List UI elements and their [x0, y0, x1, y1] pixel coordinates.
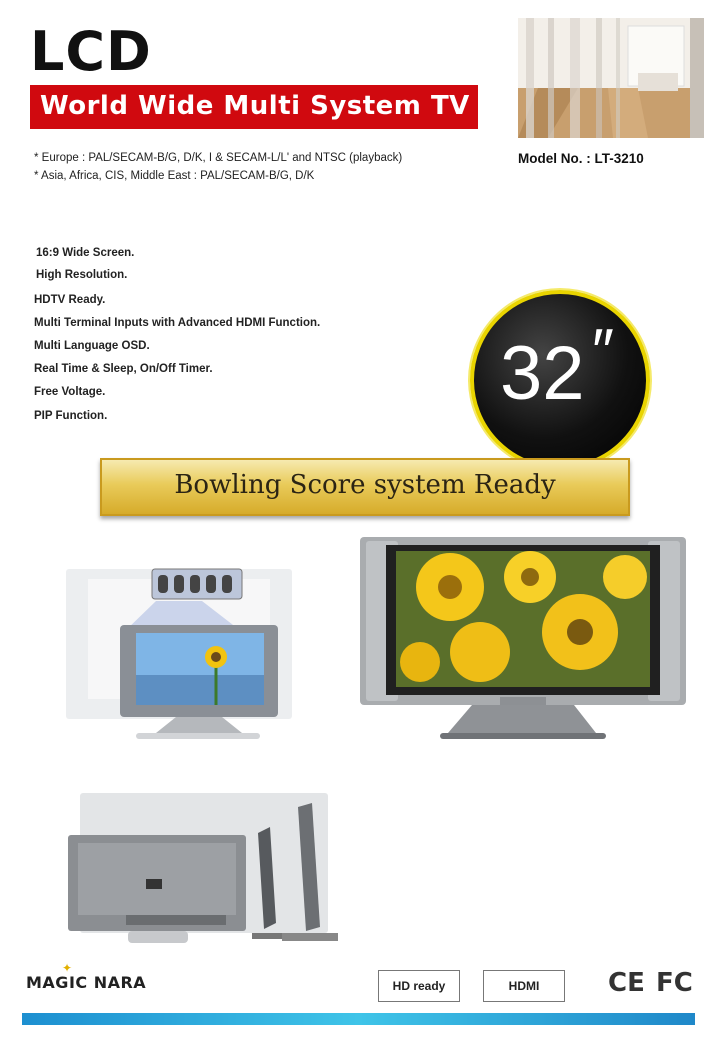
bottom-bar — [22, 1013, 695, 1025]
feature-item: PIP Function. — [34, 410, 108, 422]
brand-name: MAGIC NARA — [26, 973, 147, 992]
tv-front-icon — [360, 537, 686, 742]
feature-item: Multi Terminal Inputs with Advanced HDMI Function. — [34, 317, 321, 329]
hdmi-badge: HDMI — [483, 970, 565, 1002]
ce-mark-icon: CE — [608, 968, 645, 998]
star-icon: ✦ — [62, 961, 73, 975]
feature-item: High Resolution. — [36, 269, 128, 281]
feature-item: Multi Language OSD. — [34, 340, 150, 352]
page-title: LCD — [30, 20, 152, 83]
fcc-mark-icon: FC — [656, 968, 693, 998]
tv-pip-icon — [66, 565, 292, 745]
system-line-asia: * Asia, Africa, CIS, Middle East : PAL/SECAM-B/G, D/K — [34, 170, 315, 182]
bowling-banner-text: Bowling Score system Ready — [174, 470, 556, 500]
model-number: Model No. : LT-3210 — [518, 151, 644, 166]
inch-mark: ″ — [592, 317, 614, 386]
system-line-europe: * Europe : PAL/SECAM-B/G, D/K, I & SECAM-L/L' and NTSC (playback) — [34, 152, 403, 164]
bowling-banner — [100, 458, 630, 516]
feature-item: Free Voltage. — [34, 386, 106, 398]
room-photo — [518, 18, 704, 138]
hd-ready-badge: HD ready — [378, 970, 460, 1002]
screen-size-badge — [470, 290, 650, 470]
brand-logo — [26, 961, 147, 992]
tv-back-icon — [66, 793, 342, 948]
subtitle-bar — [30, 85, 478, 129]
feature-item: Real Time & Sleep, On/Off Timer. — [34, 363, 213, 375]
subtitle-text: World Wide Multi System TV — [40, 91, 470, 121]
feature-item: 16:9 Wide Screen. — [36, 247, 135, 259]
screen-size-number: 32 — [500, 331, 585, 416]
feature-item: HDTV Ready. — [34, 294, 106, 306]
